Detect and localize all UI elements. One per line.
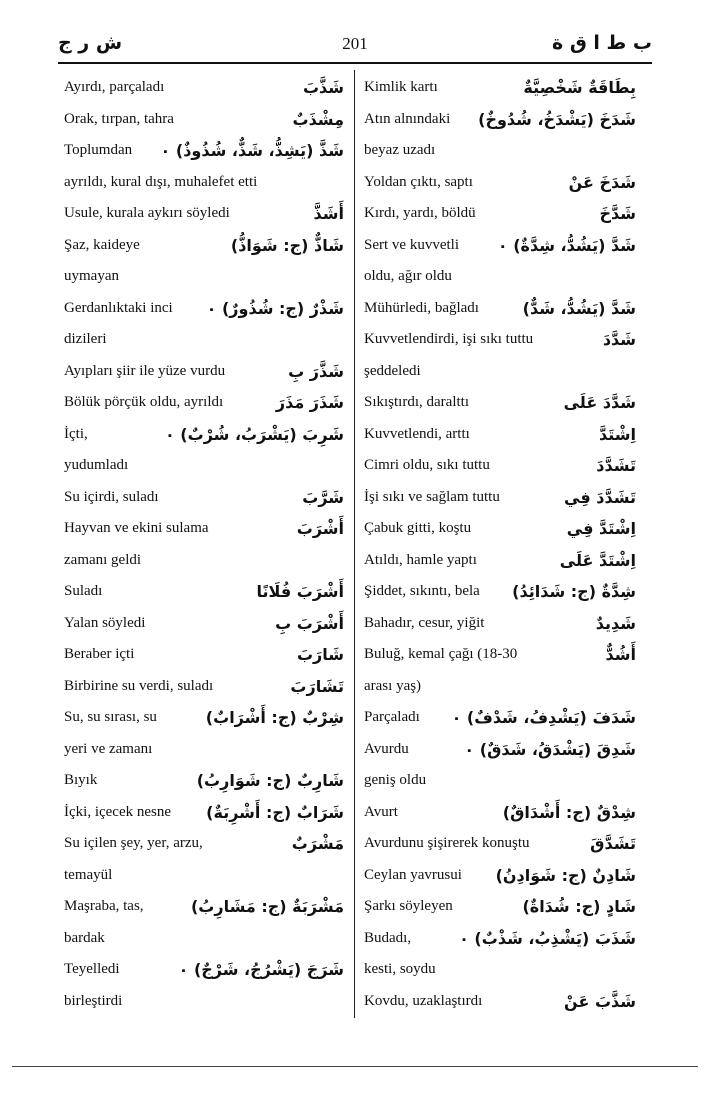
turkish-definition: İşi sıkı ve sağlam tuttu xyxy=(364,488,500,505)
arabic-headword: تَشَدَّدَ فِي xyxy=(564,487,636,507)
arabic-headword: شِدَّةٌ (ج: شَدَائِدُ) xyxy=(512,582,636,601)
arabic-headword: شَدِيدٌ xyxy=(595,613,636,633)
turkish-definition: Maşraba, tas, xyxy=(64,898,144,914)
dictionary-line xyxy=(364,450,636,482)
arabic-headword: شَذَرَ مَذَرَ xyxy=(275,393,344,412)
arabic-headword: مِشْذَبٌ xyxy=(292,109,344,129)
dictionary-line xyxy=(364,702,636,734)
arabic-headword: مَشْرَبٌ xyxy=(291,834,344,853)
dictionary-line xyxy=(64,828,344,860)
turkish-definition: Kuvvetlendirdi, işi sıkı tuttu xyxy=(364,331,534,347)
turkish-definition: Ayırdı, parçaladı xyxy=(64,79,165,95)
turkish-definition: zamanı geldi xyxy=(64,551,142,568)
dictionary-line xyxy=(64,482,344,514)
turkish-definition: dizileri xyxy=(64,331,107,347)
dictionary-line xyxy=(364,261,636,293)
dictionary-line xyxy=(364,482,636,514)
turkish-definition: Ceylan yavrusui xyxy=(364,866,462,883)
arabic-headword: شَدَّخَ xyxy=(599,204,636,223)
dictionary-line xyxy=(64,230,344,262)
turkish-definition: Parçaladı xyxy=(364,709,420,725)
dictionary-line xyxy=(64,513,344,545)
turkish-definition: Suladı xyxy=(64,583,103,599)
turkish-definition: Cimri oldu, sıkı tuttu xyxy=(364,457,490,473)
dictionary-line xyxy=(364,513,636,545)
dictionary-line xyxy=(64,545,344,577)
arabic-headword: شَذَّرَ بِ xyxy=(288,361,344,381)
arabic-headword: شَدَخَ عَنْ xyxy=(568,172,636,192)
turkish-definition: Toplumdan xyxy=(64,142,133,158)
arabic-headword: شَذَّ (يَشِذُّ، شَذٌّ، شُذُوذٌ) ۰ xyxy=(160,141,344,160)
page-header xyxy=(58,28,652,62)
turkish-definition: Şarkı söyleyen xyxy=(364,898,453,914)
turkish-definition: yeri ve zamanı xyxy=(64,740,153,757)
arabic-headword: شِرْبٌ (ج: أَشْرَابٌ) xyxy=(205,708,344,727)
dictionary-line xyxy=(364,608,636,640)
arabic-headword: شَدَّ (يَشُدُّ، شِدَّةٌ) ۰ xyxy=(497,235,636,255)
header-rule xyxy=(58,62,652,64)
dictionary-line xyxy=(364,954,636,986)
dictionary-line xyxy=(64,72,344,104)
arabic-headword: اِشْتَدَّ فِي xyxy=(566,519,636,538)
turkish-definition: Kimlik kartı xyxy=(364,79,438,95)
arabic-headword: أَشْرَبَ فُلَانًا xyxy=(256,582,344,601)
dictionary-line xyxy=(364,639,636,671)
arabic-headword: اِشْتَدَّ xyxy=(599,424,636,444)
turkish-definition: birleştirdi xyxy=(64,992,123,1009)
turkish-definition: geniş oldu xyxy=(364,772,427,788)
arabic-headword: شَدَفَ (يَشْدِفُ، شَدْفٌ) ۰ xyxy=(451,708,636,727)
header-right-letters: ب ط ا ق ة xyxy=(551,32,652,54)
dictionary-line xyxy=(64,135,344,167)
turkish-definition: Beraber içti xyxy=(64,646,135,662)
turkish-definition: Çabuk gitti, koştu xyxy=(364,520,472,536)
dictionary-line xyxy=(364,734,636,766)
dictionary-line xyxy=(64,923,344,955)
arabic-headword: تَشَدَّقَ xyxy=(590,834,636,853)
turkish-definition: kesti, soydu xyxy=(364,961,436,977)
dictionary-line xyxy=(364,104,636,136)
turkish-definition: Yalan söyledi xyxy=(64,614,146,631)
left-column xyxy=(64,72,344,1017)
turkish-definition: arası yaş) xyxy=(364,677,422,694)
dictionary-line xyxy=(64,954,344,986)
arabic-headword: شَذْرٌ (ج: شُذُورٌ) ۰ xyxy=(206,298,344,318)
turkish-definition: Ayıpları şiir ile yüze vurdu xyxy=(64,362,226,379)
turkish-definition: Orak, tırpan, tahra xyxy=(64,110,174,127)
dictionary-line xyxy=(364,387,636,419)
dictionary-line xyxy=(64,198,344,230)
turkish-definition: Bahadır, cesur, yiğit xyxy=(364,614,485,631)
turkish-definition: Avurt xyxy=(364,803,398,820)
turkish-definition: Bölük pörçük oldu, ayrıldı xyxy=(64,394,224,410)
dictionary-line xyxy=(64,450,344,482)
dictionary-line xyxy=(364,765,636,797)
dictionary-line xyxy=(64,104,344,136)
dictionary-line xyxy=(64,167,344,199)
arabic-headword: شَارَبَ xyxy=(296,645,344,664)
arabic-headword: شَدِقَ (يَشْدَقُ، شَدَقٌ) ۰ xyxy=(464,739,636,759)
arabic-headword: شَذَّبَ عَنْ xyxy=(564,991,636,1011)
dictionary-line xyxy=(64,734,344,766)
turkish-definition: oldu, ağır oldu xyxy=(364,268,452,284)
dictionary-line xyxy=(64,671,344,703)
dictionary-line xyxy=(64,293,344,325)
dictionary-line xyxy=(64,639,344,671)
arabic-headword: شَدَّدَ xyxy=(602,330,636,349)
arabic-headword: شَادِنٌ (ج: شَوَادِنُ) xyxy=(495,865,636,885)
arabic-headword: مَشْرَبَةٌ (ج: مَشَارِبُ) xyxy=(190,897,344,916)
turkish-definition: Şiddet, sıkıntı, bela xyxy=(364,583,480,599)
arabic-headword: شَذَبَ (يَشْذِبُ، شَذْبٌ) ۰ xyxy=(459,928,636,948)
dictionary-line xyxy=(364,576,636,608)
turkish-definition: temayül xyxy=(64,866,113,883)
dictionary-line xyxy=(64,324,344,356)
dictionary-line xyxy=(364,293,636,325)
turkish-definition: Şaz, kaideye xyxy=(64,236,140,253)
dictionary-line xyxy=(64,356,344,388)
arabic-headword: أَشْرَبَ xyxy=(296,519,344,538)
dictionary-line xyxy=(64,860,344,892)
dictionary-line xyxy=(364,797,636,829)
arabic-headword: شِدْقٌ (ج: أَشْدَاقٌ) xyxy=(502,802,636,822)
dictionary-line xyxy=(364,198,636,230)
dictionary-line xyxy=(64,576,344,608)
arabic-headword: شَرَّبَ xyxy=(302,487,344,507)
dictionary-line xyxy=(364,72,636,104)
turkish-definition: Teyelledi xyxy=(64,961,120,977)
dictionary-line xyxy=(64,765,344,797)
turkish-definition: Kuvvetlendi, arttı xyxy=(364,425,470,442)
page-number: 201 xyxy=(342,34,368,53)
arabic-headword: شَادٍ (ج: شُدَاةٌ) xyxy=(522,897,636,916)
turkish-definition: Budadı, xyxy=(364,929,412,946)
turkish-definition: Sert ve kuvvetli xyxy=(364,236,459,253)
column-divider xyxy=(354,70,355,1018)
turkish-definition: Atıldı, hamle yaptı xyxy=(364,551,477,568)
arabic-headword: أَشَذَّ xyxy=(313,204,344,223)
turkish-definition: Buluğ, kemal çağı (18-30 xyxy=(364,646,518,662)
turkish-definition: Su içirdi, suladı xyxy=(64,488,159,505)
dictionary-line xyxy=(364,545,636,577)
arabic-headword: شَاذٌّ (ج: شَوَاذُّ) xyxy=(230,235,344,255)
turkish-definition: Sıkıştırdı, daralttı xyxy=(364,394,469,410)
arabic-headword: أَشْرَبَ بِ xyxy=(275,613,344,633)
dictionary-line xyxy=(364,230,636,262)
dictionary-line xyxy=(364,860,636,892)
arabic-headword: شَذَّبَ xyxy=(302,78,344,97)
arabic-headword: شَرِبَ (يَشْرَبُ، شُرْبٌ) ۰ xyxy=(164,424,344,444)
turkish-definition: Yoldan çıktı, saptı xyxy=(364,173,473,190)
turkish-definition: Bıyık xyxy=(64,772,98,788)
dictionary-line xyxy=(364,419,636,451)
turkish-definition: Kovdu, uzaklaştırdı xyxy=(364,992,483,1009)
dictionary-line xyxy=(364,167,636,199)
dictionary-line xyxy=(64,702,344,734)
turkish-definition: Usule, kurala aykırı söyledi xyxy=(64,205,230,221)
arabic-headword: بِطَاقَةٌ شَخْصِيَّةٌ xyxy=(523,78,636,97)
right-column xyxy=(364,72,636,1017)
dictionary-line xyxy=(364,828,636,860)
dictionary-line xyxy=(64,608,344,640)
dictionary-line xyxy=(64,387,344,419)
header-left-letters: ش ر ج xyxy=(58,32,123,54)
turkish-definition: Gerdanlıktaki inci xyxy=(64,299,173,316)
dictionary-line xyxy=(364,671,636,703)
arabic-headword: تَشَارَبَ xyxy=(290,676,344,696)
dictionary-line xyxy=(364,986,636,1018)
turkish-definition: Su içilen şey, yer, arzu, xyxy=(64,835,203,851)
turkish-definition: Hayvan ve ekini sulama xyxy=(64,520,209,536)
dictionary-line xyxy=(64,419,344,451)
turkish-definition: Mühürledi, bağladı xyxy=(364,299,479,316)
arabic-headword: شَرَجَ (يَشْرُجُ، شَرْجٌ) ۰ xyxy=(178,960,344,979)
arabic-headword: شَدَخَ (يَشْدَخُ، شُدُوخٌ) xyxy=(478,109,636,129)
turkish-definition: İçti, xyxy=(64,425,88,442)
dictionary-line xyxy=(364,891,636,923)
turkish-definition: yudumladı xyxy=(64,457,129,473)
turkish-definition: İçki, içecek nesne xyxy=(64,803,172,820)
dictionary-line xyxy=(64,986,344,1018)
arabic-headword: تَشَدَّدَ xyxy=(596,456,636,475)
turkish-definition: şeddeledi xyxy=(364,362,421,379)
arabic-headword: شَارِبٌ (ج: شَوَارِبُ) xyxy=(196,771,344,790)
arabic-headword: شَرَابٌ (ج: أَشْرِبَةٌ) xyxy=(206,802,344,822)
arabic-headword: شَدَّ (يَشُدُّ، شَدٌّ) xyxy=(522,298,636,318)
arabic-headword: اِشْتَدَّ عَلَى xyxy=(559,550,636,570)
turkish-definition: bardak xyxy=(64,929,105,946)
turkish-definition: beyaz uzadı xyxy=(364,142,436,158)
dictionary-line xyxy=(364,135,636,167)
turkish-definition: uymayan xyxy=(64,268,119,284)
dictionary-line xyxy=(364,356,636,388)
turkish-definition: Atın alnındaki xyxy=(364,110,451,127)
turkish-definition: Avurdunu şişirerek konuştu xyxy=(364,835,530,851)
arabic-headword: شَدَّدَ عَلَى xyxy=(563,393,636,412)
turkish-definition: Avurdu xyxy=(364,740,409,757)
dictionary-line xyxy=(64,891,344,923)
dictionary-line xyxy=(364,923,636,955)
turkish-definition: Kırdı, yardı, böldü xyxy=(364,205,476,221)
dictionary-line xyxy=(64,797,344,829)
dictionary-line xyxy=(364,324,636,356)
turkish-definition: ayrıldı, kural dışı, muhalefet etti xyxy=(64,173,258,190)
turkish-definition: Birbirine su verdi, suladı xyxy=(64,677,214,694)
arabic-headword: أَشُدٌّ xyxy=(605,645,636,664)
bottom-rule xyxy=(12,1066,698,1067)
turkish-definition: Su, su sırası, su xyxy=(64,709,157,725)
dictionary-line xyxy=(64,261,344,293)
